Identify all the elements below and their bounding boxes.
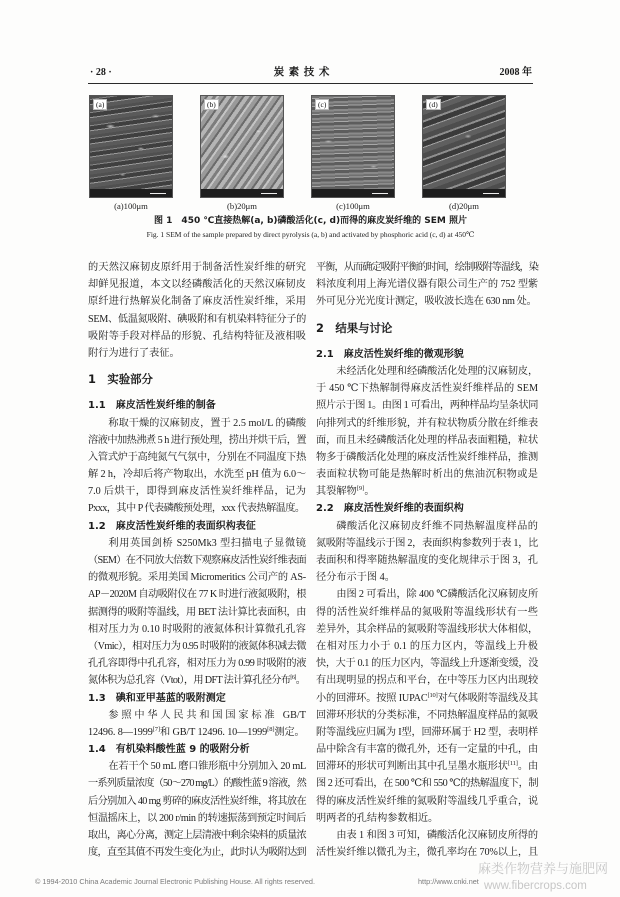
sem-info-bar: [201, 189, 283, 197]
sem-image-b: [200, 95, 284, 198]
panel-caption-b: (b)20μm: [227, 201, 257, 211]
subsection-heading: 1.2 麻皮活性炭纤维的表面织构表征: [88, 520, 256, 532]
text-line: （Vmic），相对压力为 0.95 时吸附的液氮体积减去微: [88, 640, 306, 652]
page-number: · 28 ·: [90, 67, 112, 78]
text-line: 其裂解物[9]。: [316, 485, 375, 498]
text-line: 称取干燥的汉麻韧皮，置于 2.5 mol/L 的磷酸: [108, 417, 307, 429]
sem-info-bar: [312, 189, 394, 197]
citation-ref: [9]: [356, 485, 365, 493]
text-line: 图 2 还可看出，在 500 ℃和 550 ℃的热解温度下，制: [316, 778, 538, 790]
panel-caption-a: (a)100μm: [114, 201, 148, 211]
scale-bar: [372, 193, 388, 195]
citation-ref: [7]: [152, 725, 160, 733]
left-column: [88, 259, 306, 861]
section-heading: 2 结果与讨论: [316, 320, 393, 335]
sem-info-bar: [90, 189, 172, 197]
panel-caption-c: (c)100μm: [336, 201, 370, 211]
text-line: 吸附等手段对样品的形貌、孔结构特征及液相吸: [88, 330, 306, 342]
panel-tag: (a): [93, 99, 107, 110]
intro-paragraph: [88, 259, 306, 362]
subsection-heading: 1.1 麻皮活性炭纤维的制备: [88, 400, 216, 412]
text-line: 附等温线应归属为 I型，回滞环属于 H2 型，表明样: [316, 726, 538, 738]
text-line: 原纤进行热解炭化制备了麻皮活性炭纤维，采用: [88, 296, 306, 308]
figure-caption-cn: 图 1 450 ℃直接热解(a, b)磷酸活化(c, d)而得的麻皮炭纤维的 SEM 照片: [154, 216, 467, 226]
citation-ref: [8]: [267, 725, 275, 733]
paragraph: [316, 518, 538, 587]
text-line: SEM、低温氮吸附、碘吸附和有机染料特征分子的: [88, 313, 306, 325]
sem-image-c: [311, 95, 395, 198]
scale-bar: [483, 193, 499, 195]
panel-caption-d: (d)20μm: [449, 201, 479, 211]
text-line: 孔孔容即得中孔孔容，相对压力为 0.99 时吸附的液: [88, 658, 306, 670]
text-line: Pxxx，其中 P 代表磷酸预处理，xxx 代表热解温度。: [88, 503, 305, 515]
subsection-heading: 1.3 碘和亚甲基蓝的吸附测定: [88, 692, 226, 704]
footer-url: http://www.cnki.net: [418, 877, 479, 886]
paragraph: [316, 586, 538, 827]
text-line: 据测得的吸附等温线，用 BET 法计算比表面积，由: [88, 606, 306, 618]
text-line: 外可见分光光度计测定，吸收波长选在 630 nm 处。: [316, 296, 537, 308]
sem-info-bar: [423, 189, 505, 197]
text-line: 向排列式的纤维形貌，并有粒状物质分散在纤维表: [316, 417, 538, 429]
text-line: 于 450 ℃下热解制得麻皮活性炭纤维样品的 SEM: [316, 383, 538, 395]
right-column: [316, 259, 538, 861]
text-line: 入管式炉于高纯氮气气氛中，分别在不同温度下热: [88, 451, 306, 463]
subsection-heading: 2.2 麻皮活性炭纤维的表面织构: [316, 503, 464, 515]
text-line: 解 2 h，冷却后将产物取出，水洗至 pH 值为 6.0～: [88, 469, 306, 481]
text-line: 氮吸附等温线示于图 2，表面织构参数列于表 1，比: [316, 537, 538, 549]
scale-bar: [150, 193, 166, 195]
text-line: 物多于磷酸活化处理的麻皮活性炭纤维样品，推测: [316, 451, 538, 463]
text-line: 度，直至其值不再发生变化为止，此时认为吸附达到: [88, 847, 306, 859]
figure-caption-en: Fig. 1 SEM of the sample prepared by direct pyrolysis (a, b) and activated by phosphoric acid (c, d) at 450℃: [146, 230, 475, 239]
text-line: 后分别加入 40 mg 剪碎的麻皮活性炭纤维，将其放在: [88, 795, 306, 807]
subsection-heading: 2.1 麻皮活性炭纤维的微观形貌: [316, 348, 464, 360]
text-line: 回滞环的形状可判断出其中孔呈墨水瓶形状[11]。由: [316, 760, 538, 773]
panel-tag: (b): [204, 99, 219, 110]
text-line: 得的麻皮活性炭纤维的氮吸附等温线几乎重合，说: [316, 795, 538, 807]
panel-tag: (c): [315, 99, 329, 110]
text-line: AP－2020M 自动吸附仪在 77 K 时进行液氮吸附，根: [88, 589, 306, 601]
text-line: 回滞环形状的分类标准，不同热解温度样品的氮吸: [316, 709, 538, 721]
text-line: 小的回滞环。按照 IUPAC[10]对气体吸附等温线及其: [316, 691, 538, 704]
text-line: 参照中华人民共和国国家标准 GB/T: [108, 709, 306, 721]
text-line: 明两者的孔结构参数相近。: [316, 812, 439, 824]
panel-tag: (d): [426, 99, 441, 110]
citation-ref: [10]: [427, 691, 438, 699]
text-line: 未经活化处理和经磷酸活化处理的汉麻韧皮，: [336, 365, 538, 377]
text-line: 取出，离心分离，测定上层清液中剩余染料的质量浓: [88, 830, 306, 841]
text-line: 平衡，从而确定吸附平衡的时间，绘制吸附等温线，染: [316, 262, 538, 273]
text-line: 表面积和得率随热解温度的变化规律示于图 3，孔: [316, 555, 538, 566]
copyright-footer: © 1994-2010 China Academic Journal Electronic Publishing House. All rights reserved.: [35, 877, 315, 886]
text-line: 却鲜见报道，本文以经磷酸活化的天然汉麻韧皮: [88, 279, 306, 291]
sem-image-d: [422, 95, 506, 198]
text-line: 由图 2 可看出，除 400 ℃磷酸活化汉麻韧皮所: [336, 589, 538, 601]
text-line: 在相对压力小于 0.1 的压力区内，等温线上升极: [316, 640, 538, 652]
watermark-url: www.fibercrops.com: [484, 880, 587, 892]
text-line: 照片示于图 1。由图 1 可看出，两种样品均呈条状同: [316, 400, 538, 412]
text-line: 相对压力为 0.10 时吸附的液氮体积计算微孔孔容: [88, 623, 306, 635]
text-line: 料浓度利用上海光谱仪器有限公司生产的 752 型紫: [316, 279, 538, 291]
text-line: 利用英国剑桥 S250Mk3 型扫描电子显微镜: [108, 537, 306, 549]
scale-bar: [261, 193, 277, 195]
text-line: 由表 1 和图 3 可知，磷酸活化汉麻韧皮所得的: [336, 830, 538, 841]
text-line: 溶液中加热沸煮 5 h 进行预处理，捞出并烘干后，置: [88, 434, 306, 446]
text-line: 一系列质量浓度（50～270 mg/L）的酸性蓝 9 溶液，然: [88, 778, 306, 790]
header-rule: [88, 83, 533, 84]
citation-ref: [11]: [507, 760, 518, 768]
paragraph: [316, 363, 538, 501]
section-heading: 1 实验部分: [88, 372, 153, 387]
text-line: 7.0 后烘干，即得到麻皮活性炭纤维样品，记为: [88, 486, 306, 498]
text-line: 面，而且未经磷酸活化处理的样品表面粗糙，粒状: [316, 434, 538, 446]
text-line: 附行为进行了表征。: [88, 347, 180, 359]
text-line: 氮体积为总孔容（Vtot），用 DFT 法计算孔径分布[6]。: [88, 674, 306, 687]
paragraph: [88, 707, 306, 741]
paragraph: [316, 827, 538, 861]
paragraph: [88, 415, 306, 518]
paragraph: [88, 535, 306, 690]
text-line: 差异外，其余样品的氮吸附等温线形状大体相似，: [316, 623, 538, 635]
text-line: 的天然汉麻韧皮原纤用于制备活性炭纤维的研究: [88, 262, 306, 273]
text-line: 有出现明显的拐点和平台，在中等压力区内出现较: [316, 675, 538, 687]
citation-ref: [6]: [290, 674, 296, 682]
text-line: 得的活性炭纤维样品的氮吸附等温线形状有一些: [316, 606, 538, 618]
subsection-heading: 1.4 有机染料酸性蓝 9 的吸附分析: [88, 744, 250, 756]
text-line: 磷酸活化汉麻韧皮纤维不同热解温度样品的: [336, 520, 538, 532]
text-line: 活性炭纤维以微孔为主，微孔率均在 70%以上，且: [316, 847, 538, 859]
sem-image-a: [89, 95, 173, 198]
text-line: 在若干个 50 mL 磨口锥形瓶中分别加入 20 mL: [108, 761, 306, 773]
text-line: （SEM）在不同放大倍数下观察麻皮活性炭纤维表面: [88, 555, 306, 566]
watermark-name: 麻类作物营养与施肥网: [478, 862, 609, 877]
text-line: 径分布示于图 4。: [316, 572, 395, 584]
continued-paragraph: [316, 259, 538, 311]
text-line: 12496. 8—1999[7]和 GB/T 12496. 10—1999[8]测定。: [88, 725, 305, 738]
text-line: 表面粒状物可能是热解时析出的焦油沉积物或是: [316, 469, 538, 481]
text-line: 的微观形貌。采用美国 Micromeritics 公司产的 AS-: [88, 572, 306, 584]
text-line: 恒温摇床上，以 200 r/min 的转速振荡到预定时间后: [88, 812, 306, 824]
paragraph: [88, 758, 306, 861]
text-line: 快，大于 0.1 的压力区内，等温线上升逐渐变缓，没: [316, 658, 538, 670]
publication-year: 2008 年: [499, 67, 532, 78]
text-line: 品中除含有丰富的微孔外，还有一定量的中孔，由: [316, 744, 538, 756]
journal-title: 炭 素 技 术: [273, 67, 331, 78]
